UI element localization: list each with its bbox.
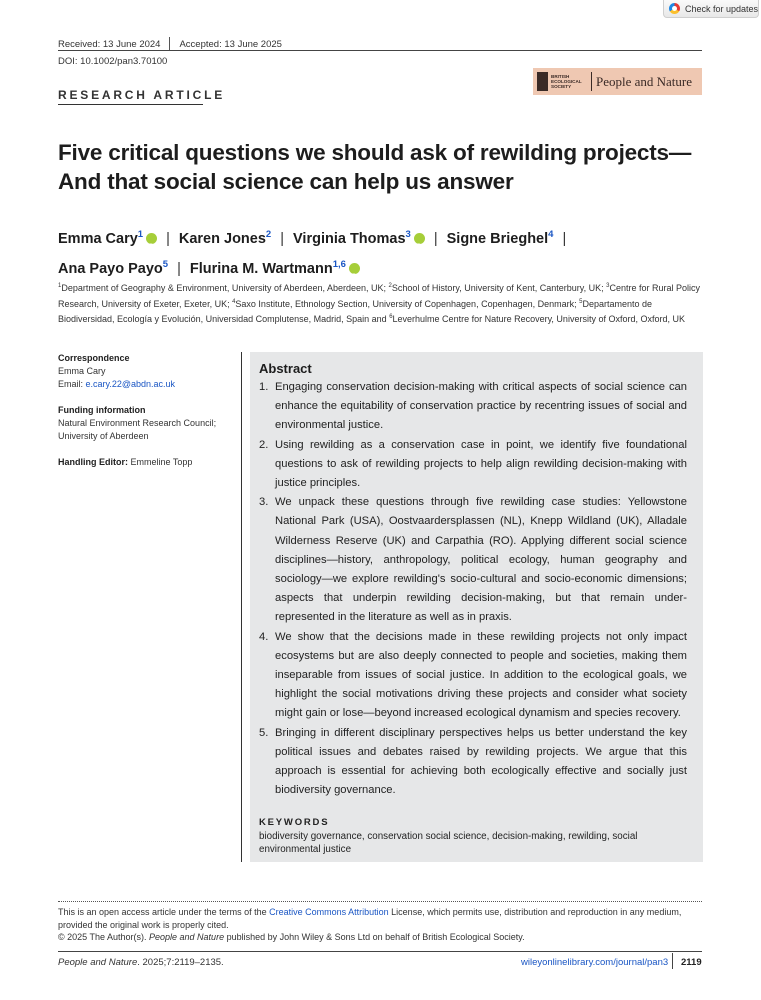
- copyright-statement: © 2025 The Author(s). People and Nature published by John Wiley & Sons Ltd on behalf of British Ecological Society.: [58, 932, 525, 942]
- author-separator: |: [562, 230, 567, 247]
- abstract-item: 1. Engaging conservation decision-making with critical aspects of social science can enhance the equitability of conservation practice by recentring issues of social and environmental justice.: [259, 381, 687, 432]
- abstract-item: 5. Bringing in different disciplinary perspectives helps us better understand the key political issues and debates raised by rewilding projects. We argue that this approach is essential for achieving both ecologically effective and socially just biodiversity governance.: [259, 726, 687, 797]
- page-number-divider: [672, 953, 673, 969]
- journal-url-link[interactable]: wileyonlinelibrary.com/journal/pan3: [521, 957, 669, 968]
- affiliation-ref[interactable]: 5: [162, 258, 169, 270]
- page-number: 2119: [681, 957, 702, 968]
- affiliations: $^1$Department of Geography & Environment, University of Aberdeen, Aberdeen, UK; $^2$School of History, University of Kent, Canterbury, UK; $^3$Centre for Rural Policy Research, University of Exeter, Exeter, UK; $^4$Saxo Institute, Ethnology Section, University of Copenhagen, Copenhagen, Denmark; $^5$Departamento de Biodiversidad, Ecología y Evolución, Universidad Complutense, Madrid, Spain and $^6$Leverhulme Centre for Nature Recovery, University of Oxford, Oxford, UK: [58, 283, 701, 324]
- correspondence-name: Emma Cary: [58, 366, 106, 376]
- abstract-item: 2. Using rewilding as a conservation case in point, we identify five foundational questions to ask of rewilding projects to help align rewilding decision-making with justice principles.: [259, 438, 687, 490]
- correspondence-heading: Correspondence: [58, 353, 130, 363]
- check-for-updates-button[interactable]: [663, 0, 759, 18]
- affiliation-ref[interactable]: 3: [405, 229, 411, 240]
- author[interactable]: Signe Brieghel$^4$: [446, 229, 554, 247]
- funding-block: [58, 404, 233, 443]
- email-link[interactable]: e.cary.22@abdn.ac.uk: [85, 379, 176, 389]
- correspondence-block: [58, 352, 233, 391]
- author[interactable]: Emma Cary$^1$iD: [58, 231, 157, 247]
- check-for-updates-label: Check for updates: [685, 3, 759, 14]
- author-separator: |: [280, 230, 284, 247]
- article-type: RESEARCH ARTICLE: [58, 88, 226, 102]
- author[interactable]: Karen Jones$^2$: [178, 229, 272, 247]
- bes-logo-text: BRITISH ECOLOGICAL SOCIETY: [551, 74, 582, 89]
- article-type-underline: [58, 104, 203, 105]
- affiliation-ref[interactable]: 2: [265, 229, 272, 240]
- orcid-icon[interactable]: [146, 233, 157, 244]
- license-notice: [58, 906, 708, 944]
- article-title: Five critical questions we should ask of rewilding projects—And that social science can help us answer: [58, 140, 692, 194]
- affiliation-ref[interactable]: 1,6: [332, 258, 346, 270]
- orcid-icon[interactable]: [414, 233, 425, 244]
- funding-line: Natural Environment Research Council;: [58, 418, 217, 428]
- header-rule: [58, 50, 702, 51]
- affiliation-ref[interactable]: 4: [548, 229, 554, 240]
- author-separator: |: [166, 230, 170, 247]
- license-link[interactable]: Creative Commons Attribution: [269, 907, 389, 917]
- author[interactable]: Flurina M. Wartmann$^{1,6}$iD: [190, 261, 360, 277]
- crossmark-icon: [669, 3, 680, 14]
- doi: DOI: 10.1002/pan3.70100: [58, 56, 168, 67]
- orcid-icon[interactable]: [349, 263, 360, 274]
- journal-brand: [533, 68, 702, 95]
- funding-heading: Funding information: [58, 405, 146, 415]
- author-separator: |: [177, 260, 181, 277]
- handling-editor: Handling Editor: Emmeline Topp: [58, 457, 193, 467]
- brand-divider: [591, 72, 592, 91]
- author[interactable]: Ana Payo Payo$^5$: [58, 258, 169, 277]
- journal-brand-name: People and Nature: [596, 73, 693, 89]
- author-separator: |: [433, 230, 438, 247]
- abstract-item: 3. We unpack these questions through five rewilding case studies: Yellowstone National Park (USA), Oostvaardersplassen (NL), Knepp Wildland (UK), Alladale Wilderness Reserve (UK) and Carpathia (RO). Applying different social science disciplines—history, anthropology, political ecology, human geography and sociology—we explore rewilding's socio-cultural and socio-economic dimensions; aspects that underpin rewilding decision-making, but that remain under-represented in the literature as well as in praxis.: [259, 496, 687, 624]
- received-date: Received: 13 June 2024: [58, 38, 161, 50]
- column-divider: [241, 352, 242, 862]
- journal-citation: People and Nature. 2025;7:2119–2135.: [58, 957, 224, 968]
- accepted-date: Accepted: 13 June 2025: [179, 38, 282, 50]
- bes-logo-icon: [537, 72, 548, 91]
- article-sidebar: [58, 352, 233, 482]
- abstract-item: 4. We show that the decisions made in these rewilding projects not only impact ecosystems but are also deeply connected to people and societies, making them inseparable from issues of social justice. In addition to the ecological goals, we highlight the social motivations driving these projects and consider what society might gain or lose—beyond increased ecological dynamism and species recovery.: [259, 630, 687, 720]
- dates-divider: [169, 37, 170, 51]
- abstract-heading: Abstract: [259, 361, 312, 376]
- abstract-list: [259, 378, 687, 800]
- correspondence-email-row: Email: e.cary.22@abdn.ac.uk: [58, 379, 176, 389]
- affiliation-ref[interactable]: 1: [137, 229, 144, 240]
- author-list: [58, 222, 718, 282]
- keywords-heading: KEYWORDS: [259, 817, 330, 828]
- open-access-statement: This is an open access article under the terms of the Creative Commons Attribution License, which permits use, distribution and reproduction in any medium, provided the original work is properly cited.: [58, 907, 682, 930]
- funding-line: University of Aberdeen: [58, 431, 149, 441]
- footer-rule: [58, 951, 702, 952]
- footer-dotted-rule: [58, 901, 702, 902]
- article-dates: [58, 37, 282, 51]
- author[interactable]: Virginia Thomas$^3$iD: [293, 231, 425, 247]
- keywords: biodiversity governance, conservation social science, decision-making, rewilding, social environmental justice: [259, 831, 638, 855]
